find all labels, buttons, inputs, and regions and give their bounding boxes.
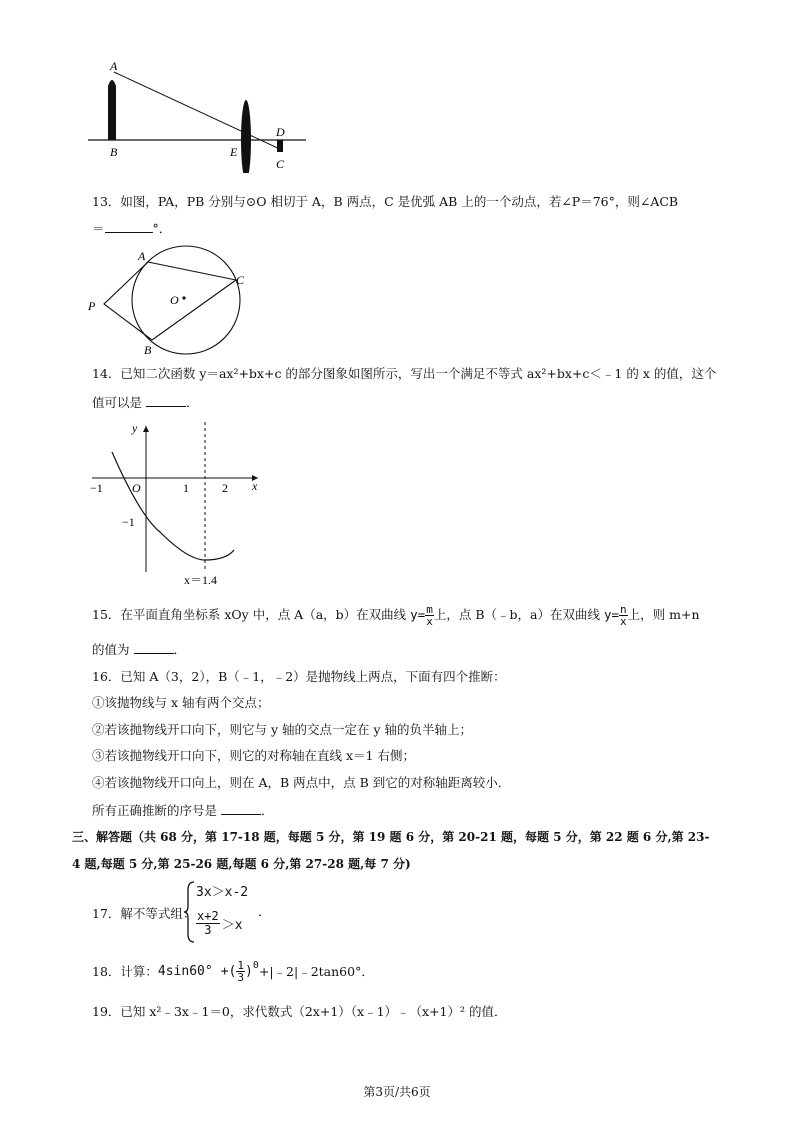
- svg-text:−1: −1: [90, 481, 103, 495]
- q18-line: 18．计算： 4sin60° +( $\frac{1}{3}$ ) $^0$ +|﹣2|﹣2tan60°．: [92, 958, 374, 984]
- q17-end: ．: [258, 904, 271, 919]
- answer-blank[interactable]: [146, 394, 186, 407]
- q16-item-2: ②若该抛物线开口向下，则它与 y 轴的交点一定在 y 轴的负半轴上；: [92, 722, 473, 737]
- q14-line2: 值可以是 ．: [92, 395, 199, 410]
- system-brace: [184, 880, 196, 944]
- svg-text:y: y: [132, 421, 138, 435]
- svg-text:B: B: [144, 343, 152, 357]
- figure-q14-parabola: [88, 420, 268, 590]
- answer-blank[interactable]: [105, 220, 153, 233]
- section-3-heading-line2: 4 题,每题 5 分,第 25-26 题,每题 6 分,第 27-28 题,每 7 分): [72, 857, 411, 871]
- svg-text:A: A: [138, 249, 146, 263]
- q16-last-line: 所有正确推断的序号是 ．: [92, 803, 274, 818]
- svg-text:P: P: [88, 299, 96, 313]
- label-C: C: [276, 157, 285, 171]
- label-D: D: [276, 125, 285, 139]
- fraction-m-over-x: $\frac{m}{x}$: [426, 603, 433, 628]
- q16-item-1: ①该抛物线与 x 轴有两个交点；: [92, 695, 270, 710]
- q16-item-4: ④若该抛物线开口向上，则在 A，B 两点中，点 B 到它的对称轴距离较小．: [92, 775, 511, 790]
- svg-text:x: x: [252, 479, 258, 493]
- q19-line: 19．已知 x²﹣3x﹣1＝0，求代数式（2x+1）（x﹣1）﹣（x+1）² 的值．: [92, 1004, 507, 1019]
- svg-text:1: 1: [183, 481, 189, 495]
- answer-blank[interactable]: [221, 802, 261, 815]
- answer-blank[interactable]: [134, 641, 174, 654]
- q16-line1: 16．已知 A（3，2），B（﹣1，﹣2）是抛物线上两点，下面有四个推断：: [92, 669, 506, 684]
- label-E: E: [230, 145, 238, 159]
- q15-line1: 15．在平面直角坐标系 xOy 中，点 A（a，b）在双曲线 y= $\frac{m}{x}$ 上，点 B（﹣b，a）在双曲线 y= $\frac{n}{x}$ 上，则 m+n: [92, 603, 700, 628]
- svg-text:−1: −1: [122, 515, 135, 529]
- q13-line2: ＝ °．: [92, 221, 172, 236]
- q13-number: 13．: [92, 194, 121, 209]
- q17-label: 17．解不等式组：: [92, 906, 196, 921]
- fraction-n-over-x: $\frac{n}{x}$: [620, 603, 627, 628]
- svg-text:O: O: [170, 293, 179, 307]
- q13-line1: [92, 194, 678, 210]
- svg-text:O: O: [132, 481, 141, 495]
- q16-item-3: ③若该抛物线开口向下，则它的对称轴在直线 x＝1 右侧；: [92, 748, 415, 763]
- section-3-heading-line1: 三、解答题（共 68 分，第 17-18 题，每题 5 分，第 19 题 6 分，第 20-21 题，每题 5 分，第 22 题 6 分,第 23-: [72, 830, 710, 844]
- q15-line2: 的值为 ．: [92, 642, 187, 657]
- q13-text: 如图，PA，PB 分别与⊙O 相切于 A，B 两点，C 是优弧 AB 上的一个动点，若∠P＝76°，则∠ACB: [120, 194, 679, 209]
- q14-number: 14．: [92, 366, 121, 381]
- figure-q13-circle: [84, 242, 254, 360]
- svg-text:x＝1.4: x＝1.4: [184, 573, 218, 587]
- q17-inequality-2: $\frac{x+2}{3}$ ＞x: [197, 909, 243, 937]
- q17-inequality-1: 3x＞x-2: [196, 885, 249, 900]
- page-number: 第3页/共6页: [363, 1085, 431, 1099]
- label-B: B: [110, 145, 118, 159]
- svg-text:C: C: [236, 273, 245, 287]
- figure-q12-diagram: [88, 58, 308, 173]
- fraction-x-plus-2-over-3: $\frac{x+2}{3}$: [197, 909, 219, 937]
- q14-text: 已知二次函数 y＝ax²+bx+c 的部分图象如图所示，写出一个满足不等式 ax²+bx+c＜﹣1 的 x 的值，这个: [120, 366, 717, 381]
- svg-text:2: 2: [222, 481, 228, 495]
- q14-line1: [92, 366, 716, 382]
- label-A: A: [110, 59, 118, 73]
- fraction-one-third: $\frac{1}{3}$: [237, 958, 244, 984]
